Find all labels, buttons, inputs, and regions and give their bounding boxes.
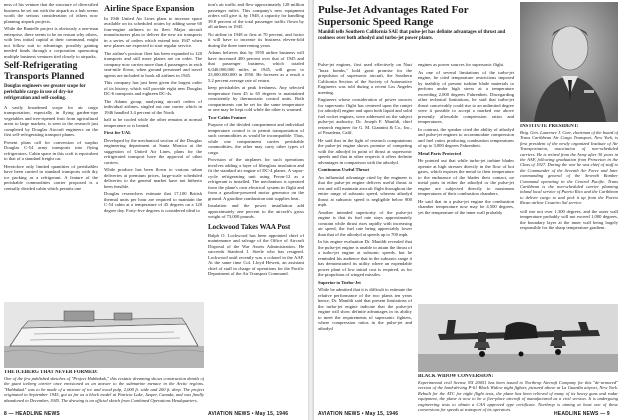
airline-body-2: The airline's postwar fleet has been expanded to 120 transports and still more planes are on order. The company now carries more than 4 passengers in each seat-mile flown, when ground personnel and travel agents are included to book all airlines in 1945.: [104, 50, 202, 78]
airline-continued-2: No airline in 1948 or first at 70 percent, and factor it will have to increase its business eleven-fold during the three intervening years.: [208, 31, 304, 48]
ual-body-2: While produce has been flown to various urban deliveries at premium prices, large-scale scheduled deliveries to the general market have not hitherto been feasible.: [104, 167, 202, 189]
aircraft-illustration: [418, 304, 618, 372]
refrigerating-body-3: Heretofore only limited quantities of perishables have been carried in standard transports with dry ice packing as a refrigerant. A feature of the perishable commodities carrier proposed is a centrally divided cabin which permits one: [4, 163, 98, 191]
black-widow-photo: [418, 304, 618, 372]
intro-paragraph: ness of his venture that the structure of diversified business he set out with the airpark as a hub seems worth the serious consideration of others now planning airpark projects.: [4, 2, 98, 24]
iceberg-caption-title: THE ICEBERG THAT NEVER FORMED:: [4, 370, 98, 375]
institute-caption-text: Brig. Gen. Laurence J. Carr, chairman of the board of Trans Caribbean Air Cargo Transport, New York, is first president of the newly organized Institute of Air Transportation, association of non-scheduled carriers. He is retired from the Army after 30 years in the AAF, following graduation from Princeton in the Class of 1927. During the war he was chief of staff to the Commander of the Seventh Air Force and later commanding general of the Seventh Bomber Command operating in the Central Pacific. Trans Caribbean is the non-scheduled carrier planning inland local service of Puerto Rico and the Caribbean to deliver cargo to and pick it up from the Puerto Rican airline Cruzeiro Sul service.: [520, 130, 618, 206]
black-widow-caption-text: Experimental civil license NX 20051 has been issued to Northrop Aircraft Company for this "de-armored" version of the hard-driving P-61 Black Widow night fighter, pictured above at La Guardia airport, New York. Rebuilt for the ATC for night flight tests, the plane has been relieved of many of its heavy guns and radar equipment, the plane is now to be a five-place aircraft of manufactured as a civil version. It is undergoing engineering tests to obtain a CAA approved type certificate. Northrop is aiming at least one of these conversions for speeds at transport of its operators.: [418, 380, 618, 412]
airline-body-4: The Adams group, analyzing aircraft orders of individual airlines, singled out one carrier which in 1946 handled 3.4 percent of the North: [104, 98, 202, 115]
refrig-continued: half to be cooled while the other remains at normal temperature or is heated.: [104, 117, 202, 128]
continuous-thrust-subhead: Continuous Useful Thrust: [318, 167, 369, 172]
refrigerating-body: A vastly broadened scope for air cargo transportation, especially in flying garden-ripe vegetables and tree-ripened fruit from agricultural areas to large markets, is seen in the research just completed by Douglas Aircraft engineers on the first self-refrigerating transport planes.: [4, 104, 98, 138]
right-footer-dateline: AVIATION NEWS • May 15, 1946: [318, 411, 399, 417]
refrigerating-headline: Self-Refrigerating Transports Planned: [4, 61, 85, 82]
airline-body: In 1946 United Air Lines plans to increase space available on its scheduled routes by adding some 60 four-engine airliners to its fleet. Major aircraft manufacturers plan to deliver the new air transports in a series of orders which extend into 1947 when new planes are expected to start regular service.: [104, 15, 202, 48]
pulse-jet-continued-4: He pointed out that while turbo-jet turbine blades operate at high stresses directly in the flow of hot gases, which exposes the metal to their temperature to the endurance of the blades their contact, no metal parts in either the athodyd or the pulse-jet engine are subjected directly to maximum temperatures of their combustion chambers.: [418, 158, 514, 196]
ual-body: Developed by the mechanical section of the Douglas engineering department at Santa Monica at the suggestion of United Air Lines, plans for the refrigerated transport have the approval of other carriers.: [104, 137, 202, 165]
airline-continued-3: Adams believes that by 1950 airline business will have increased 400 percent over that of 1945 and that passenger business, which totaled 6,040,000,000 miles in 1945, will grow to 23,000,000,000 in 1950. He foresees as a result a 5.2 percent average rate of return.: [208, 50, 304, 83]
iceberg-caption-text: One of the few published sketches of "Project Habbakuk," this ecstatic dreaming shows construction details of the giant iceberg carrier once envisioned as an answer to the submarine menace in the Arctic regions. "Habbakuk" was to be made of a mixture of ice and wood pulp, 2,000 ft. wide and 200 ft. deep. The project originated in September 1945, got as far as a block model at Patricia Lake, Jasper, Canada, and was finally abandoned in December, 1945. The drawing is an official sketch from Combined Operations Headquarters.: [4, 376, 204, 403]
airline-space-headline: Airline Space Expansion: [104, 3, 195, 13]
portrait-illustration: [520, 2, 618, 122]
left-page: [0, 0, 308, 420]
superior-turbojet-subhead: Superior to Turbo-Jet: [318, 279, 361, 285]
left-footer-dateline: AVIATION NEWS • May 15, 1946: [208, 411, 289, 417]
iceberg-drawing-photo: [4, 302, 204, 368]
right-column-3: [520, 124, 618, 300]
left-footer-page-number: 8 — HEADLINE NEWS: [4, 411, 60, 417]
right-page: [314, 0, 622, 420]
first-for-ual-subhead: First for UAL: [104, 130, 132, 135]
pulse-jet-body-7: While he admitted that it is difficult to estimate the relative performance of the two plants ten years hence, Dr. Manildi said that present limitations of the turbo-jet engine indicate that the pulse-jet engine will show definite advantages in its ability to meet the requirements of supersonic fighters, where compression ratios in the pulse-jet and athodyd: [318, 287, 412, 331]
pulse-jet-headline: Pulse-Jet Advantages Rated For Supersonic Speed Range: [318, 4, 469, 28]
refrig-continued-2: keep perishables at peak freshness. Any selected temperature from 45 to 65 degrees is maintained consistently by thermostatic control units. Both compartments can be set for the same temperature or one may be kept cold while the other is warmed.: [208, 85, 304, 112]
left-column-3: [208, 2, 304, 402]
intro-paragraph-2: While the Bantelle project is obviously a one-man enterprise, there seems to be no reason why others, with less initial capital at their command, might not follow suit to advantage, possibly gaining needed funds through a corporation sponsoring multiple business ventures tied closely to airparks.: [4, 26, 98, 59]
pulse-jet-body-5: Another intended superiority of the pulse-jet engine is that its fuel rate stays approximately constant while thrust rises rapidly with increasing air speed, the fuel rate being appreciably lower than that of the athodyd at speeds up to 700 mph.: [318, 209, 412, 237]
pulse-jet-continued-6: will rise not over 1,300 degrees, and the outer wall temperature probably will not exceed 1,000 degrees, the boundary layer at the inner wall being largely responsible for the sharp temperature gradient.: [520, 208, 618, 231]
pulse-jet-header: [318, 2, 514, 62]
metal-parts-subhead: Metal Parts Protected: [418, 150, 462, 156]
ual-body-3: Douglas researchers estimate that 17,100 British thermal units per hour are required to maintain the C-54 cabin at a temperature of 45 degrees on a 120 degree day. Forty-five degrees is considered ideal to: [104, 191, 202, 213]
pulse-jet-continued-3: In contrast, the speaker cited the ability of athodyd and pulse-jet engines to accommodate compression and fuel ratios producing combustion temperatures of up to 3,000 degrees Fahrenheit.: [418, 126, 514, 148]
two-cabin-body-2: Provision of the airplanes for such operations involves adding a layer of fiberglass insulation and fit the standard air engine of DC-4 planes. A vapor-cycle refrigerating unit using Freon-12 as a refrigerant is installed. The mechanism is operated from the plane's own electrical system in flight and from a gasoline-powered motor generator on the ground. A gasoline combustion unit supplies heat.: [208, 157, 304, 201]
airline-continued: tion's air traffic and flew approximately 128 million passenger miles. This company's new equipment orders will give it, by 1948, a capacity for handling 39.8 percent of the total passenger traffic flown by all airlines in 1945.: [208, 2, 304, 29]
pulse-jet-body-3: He said that in the light of research computations the pulse-jet engine shows promise of competing with the athodyd in point of thrust at supersonic speeds and that in other respects it offers definite advantages in comparison with the athodyd.: [318, 137, 412, 165]
airline-body-3: This company has just been given the largest order of its history, which will provide eight new Douglas DC-6 transports and eighteen DC-4s.: [104, 80, 202, 96]
left-column-1: [4, 2, 98, 300]
pulse-jet-body-6: In his engine evaluation Dr. Manildi revealed that the pulse-jet engine is unable to attain the thrust of a turbo-jet engine at subsonic speeds, but he reminded his audience that in the subsonic range it has demonstrated its utility where an expendable power plant of low initial cost is required, as for the propulsion of winged missiles.: [318, 239, 412, 277]
pulse-jet-deck: Manildi tells Southern California SAE that pulse-jet has definite advantages of thrust and coolness over both athodyd and turbo-jet power plants.: [318, 30, 506, 41]
pulse-jet-continued: engines as power sources for supersonic flight.: [418, 62, 505, 67]
pulse-jet-continued-2: As one of several limitations of the turbo-jet engine, he cited temperature restrictions imposed by inability of present turbine blade materials to perform under high stress at a temperature exceeding 2,000 degrees Fahrenheit. Disregarding other technical limitations, he said that turbo-jet thrust conceivably could rise to an unlimited degree were it possible to accept a marked rise above presently allowable compression ratios and temperatures.: [418, 69, 514, 124]
two-cabin-subhead: Two-Cabin Feature: [208, 114, 247, 120]
institute-caption-title: INSTITUTE PRESIDENT:: [520, 124, 579, 129]
right-column-1: [318, 62, 412, 408]
refrigerating-body-2: Present plans call for conversion of surplus Douglas C-54 army transports into flying refrigerators. Cabin space in this craft is equivalent to that of a standard freight car.: [4, 139, 98, 162]
two-cabin-body: Purpose of the divided compartment and individual temperature control is to permit transportation of such commodities as would be incompatible. Thus, while one compartment carries perishable commodities, the other may carry other types of cargo.: [208, 122, 304, 155]
lockwood-headline: Lockwood Takes WAA Post: [208, 222, 291, 231]
black-widow-caption: [418, 374, 618, 412]
black-widow-caption-title: BLACK WIDOW CONVERSION:: [418, 374, 494, 379]
pulse-jet-continued-5: He said that in a pulse-jet engine the combustion chamber temperature now may be 4,500 degrees, yet the temperature of the inner wall probably: [418, 198, 514, 215]
right-column-2: [418, 62, 514, 302]
carr-portrait-photo: [520, 2, 618, 122]
refrigerating-deck: Douglas engineers see greater scope for perishable cargo in use of dry-ice refrigeration and self-cooling.: [4, 84, 86, 101]
lockwood-body: Ralph O. Lockwood has been appointed chief of maintenance and salvage of the Office of Aircraft Disposal of the War Assets Administration. He succeeds Stanford J. Steele who has resigned. Lockwood until recently was a colonel in the AAF. At the same time Col. Lloyd Hewett, an assistant chief of staff in charge of operations for the Pacific Department of the Air Transport Command.: [208, 232, 304, 276]
two-cabin-body-3: Insulation and the power installation add approximately one percent to the aircraft's gross weight of 73,000 pounds.: [208, 203, 304, 219]
pulse-jet-body-2: Engineers whose consideration of power sources for supersonic flight has centered upon the ramjet (or athodyd) engine and upon both liquid and solid fuel rocket engines, were addressed on the subject pulse-jet authority, Dr. Joseph F. Manildi, chief research engineer for G. M. Giannini & Co., Inc., of Pasadena, Calif.: [318, 97, 412, 135]
right-footer-page-number: HEADLINE NEWS — 9: [554, 411, 610, 417]
pulse-jet-body-4: An influential advantage cited by the engineer is that the pulse-jet engine delivers useful thrust at rest and will maintain aircraft flight throughout the entire range of subsonic speed, whereas athodyd thrust at subsonic speed is negligible below 800 mph.: [318, 174, 412, 207]
iceberg-ship-illustration: [4, 302, 204, 368]
pulse-jet-body: Pulse-jet engines, first used effectively on Nazi "buzz bombs," hold great promise for the propulsion of supersonic aircraft, the Southern California Section of the Society of Automotive Engineers was told during a recent Los Angeles meeting.: [318, 62, 412, 95]
left-column-2: [104, 2, 202, 300]
iceberg-caption: [4, 370, 204, 412]
